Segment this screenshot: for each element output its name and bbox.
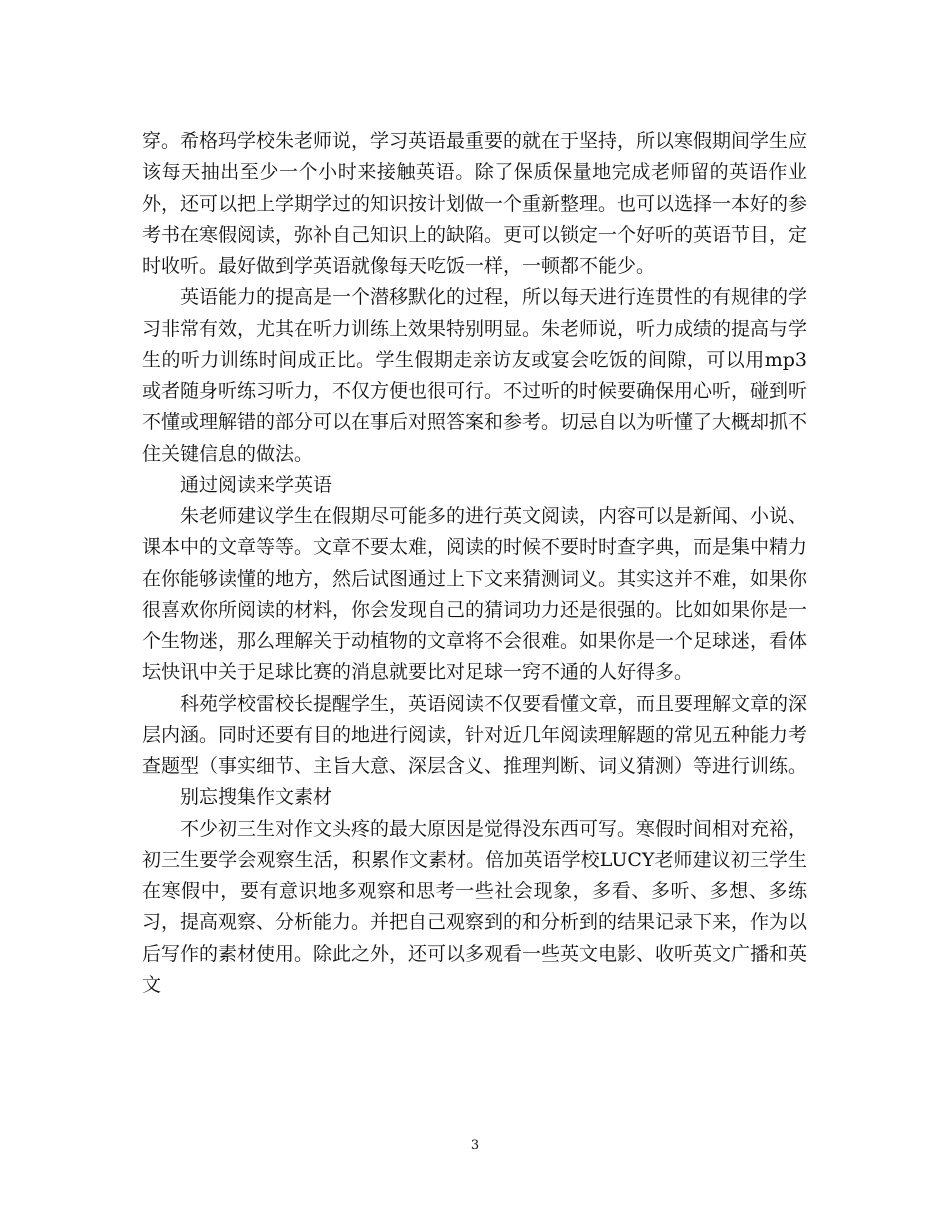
section-heading-reading: 通过阅读来学英语 xyxy=(180,473,333,496)
page-number: 3 xyxy=(470,1138,480,1153)
paragraph-5: 不少初三生对作文头疼的最大原因是觉得没东西可写。寒假时间相对充裕，初三生要学会观察生活，积累作文素材。倍加英语学校LUCY老师建议初三学生在寒假中，要有意识地多观察和思考一些社会现象，多看、多听、多想、多练习，提高观察、分析能力。并把自己观察到的和分析到的结果记录下来，作为以后写作的素材使用。除此之外，还可以多观看一些英文电影、收听英文广播和英文 xyxy=(142,817,808,996)
document-body xyxy=(142,126,807,1001)
paragraph-2: 英语能力的提高是一个潜移默化的过程，所以每天进行连贯性的有规律的学习非常有效，尤其在听力训练上效果特别明显。朱老师说，听力成绩的提高与学生的听力训练时间成正比。学生假期走亲访友或宴会吃饭的间隙，可以用mp3或者随身听练习听力，不仅方便也很可行。不过听的时候要确保用心听，碰到听不懂或理解错的部分可以在事后对照答案和参考。切忌自以为听懂了大概却抓不住关键信息的做法。 xyxy=(142,286,808,465)
paragraph-4: 科苑学校雷校长提醒学生，英语阅读不仅要看懂文章，而且要理解文章的深层内涵。同时还要有目的地进行阅读，针对近几年阅读理解题的常见五种能力考查题型（事实细节、主旨大意、深层含义、推理判断、词义猜测）等进行训练。 xyxy=(142,692,808,777)
paragraph-1: 穿。希格玛学校朱老师说，学习英语最重要的就在于坚持，所以寒假期间学生应该每天抽出至少一个小时来接触英语。除了保质保量地完成老师留的英语作业外，还可以把上学期学过的知识按计划做一个重新整理。也可以选择一本好的参考书在寒假阅读，弥补自己知识上的缺陷。更可以锁定一个好听的英语节目，定时收听。最好做到学英语就像每天吃饭一样，一顿都不能少。 xyxy=(142,130,808,277)
paragraph-3: 朱老师建议学生在假期尽可能多的进行英文阅读，内容可以是新闻、小说、课本中的文章等等。文章不要太难，阅读的时候不要时时查字典，而是集中精力在你能够读懂的地方，然后试图通过上下文来猜测词义。其实这并不难，如果你很喜欢你所阅读的材料，你会发现自己的猜词功力还是很强的。比如如果你是一个生物迷，那么理解关于动植物的文章将不会很难。如果你是一个足球迷，看体坛快讯中关于足球比赛的消息就要比对足球一窍不通的人好得多。 xyxy=(142,505,808,684)
section-heading-writing: 别忘搜集作文素材 xyxy=(180,786,333,809)
